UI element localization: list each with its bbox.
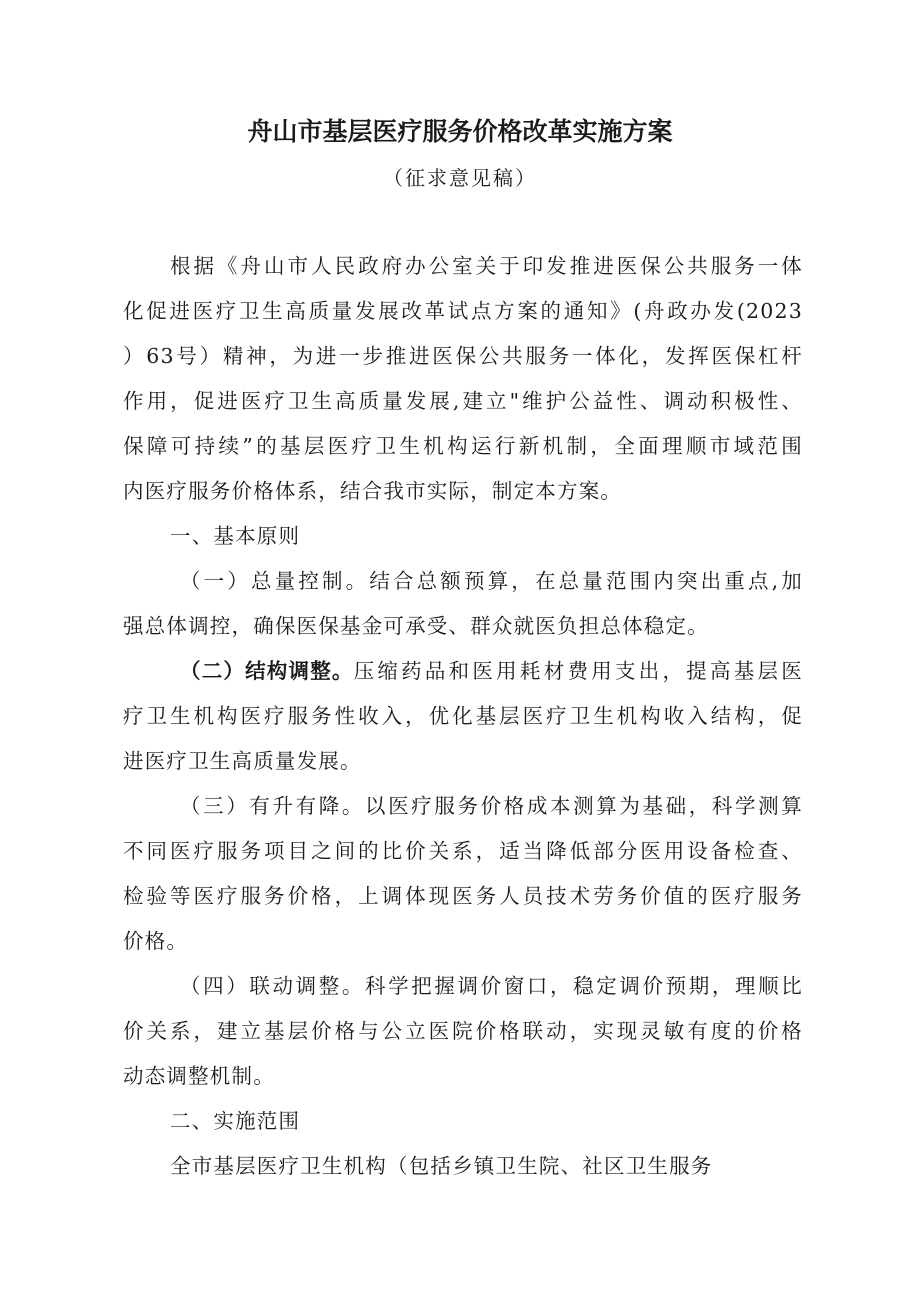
paragraph-line: （一）总量控制。结合总额预算，在总量范围内突出重点,加 — [180, 569, 803, 593]
document-subtitle: （征求意见稿） — [383, 166, 537, 190]
paragraph-line: 强总体调控，确保医保基金可承受、群众就医负担总体稳定。 — [123, 614, 709, 638]
paragraph-line: 检验等医疗服务价格，上调体现医务人员技术劳务价值的医疗服务 — [123, 884, 803, 908]
paragraph-line: 根据《舟山市人民政府办公室关于印发推进医保公共服务一体 — [170, 254, 803, 278]
paragraph-line: 化促进医疗卫生高质量发展改革试点方案的通知》(舟政办发(2023 — [123, 299, 803, 323]
paragraph-line: 保障可持续”的基层医疗卫生机构运行新机制，全面理顺市域范围 — [123, 434, 803, 458]
paragraph-line: 动态调整机制。 — [123, 1064, 275, 1088]
paragraph-line: （四）联动调整。科学把握调价窗口，稳定调价预期，理顺比 — [180, 974, 803, 998]
document-title: 舟山市基层医疗服务价格改革实施方案 — [247, 117, 673, 146]
paragraph-line: 全市基层医疗卫生机构（包括乡镇卫生院、社区卫生服务 — [170, 1154, 713, 1178]
principle2-first-line — [180, 654, 803, 684]
section-heading: 二、实施范围 — [170, 1109, 301, 1133]
paragraph-line: 内医疗服务价格体系，结合我市实际，制定本方案。 — [123, 479, 623, 503]
paragraph-line: 价格。 — [123, 929, 189, 953]
paragraph-line: 不同医疗服务项目之间的比价关系，适当降低部分医用设备检查、 — [123, 839, 803, 863]
paragraph-line: 进医疗卫生高质量发展。 — [123, 749, 362, 773]
paragraph-line: ）63号）精神，为进一步推进医保公共服务一体化，发挥医保杠杆 — [123, 344, 803, 368]
paragraph-line: （三）有升有降。以医疗服务价格成本测算为基础，科学测算 — [180, 794, 803, 818]
paragraph-line: 压缩药品和医用耗材费用支出，提高基层医 — [353, 659, 803, 683]
paragraph-line: 价关系，建立基层价格与公立医院价格联动，实现灵敏有度的价格 — [123, 1019, 803, 1043]
paragraph-line: 疗卫生机构医疗服务性收入，优化基层医疗卫生机构收入结构，促 — [123, 704, 803, 728]
principle-label: （二）结构调整。 — [180, 659, 354, 683]
section-heading: 一、基本原则 — [170, 524, 301, 548]
paragraph-line: 作用，促进医疗卫生高质量发展,建立"维护公益性、调动积极性、 — [123, 389, 803, 413]
